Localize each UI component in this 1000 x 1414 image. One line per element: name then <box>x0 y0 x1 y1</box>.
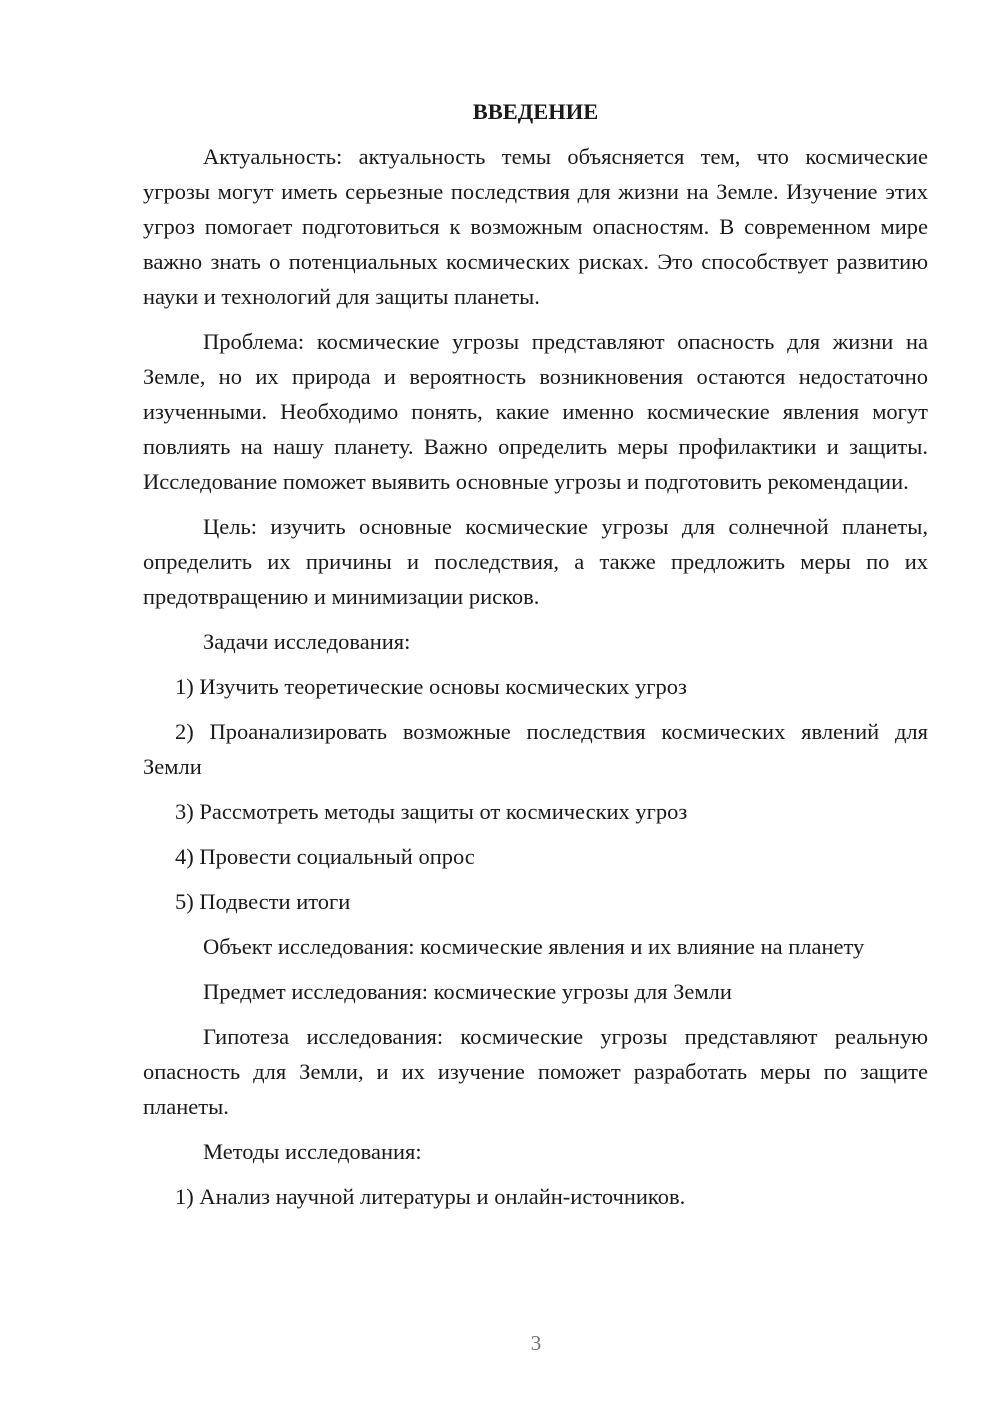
page-content <box>143 94 928 1224</box>
task-item-4: 4) Провести социальный опрос <box>175 844 475 869</box>
tasks-heading: Задачи исследования: <box>203 629 411 654</box>
section-title: ВВЕДЕНИЕ <box>472 99 599 124</box>
problem-paragraph: Проблема: космические угрозы представляют опасность для жизни на Земле, но их природа и вероятность возникновения остаются недостаточно изученными. Необходимо понять, какие именно космические явления могут повлиять на нашу планету. Важно определить меры профилактики и защиты. Исследование поможет выявить основные угрозы и подготовить рекомендации. <box>143 329 928 494</box>
method-item-1: 1) Анализ научной литературы и онлайн-источников. <box>175 1184 686 1209</box>
task-item-1: 1) Изучить теоретические основы космических угроз <box>175 674 687 699</box>
object-paragraph: Объект исследования: космические явления и их влияние на планету <box>203 934 865 959</box>
task-item-2: 2) Проанализировать возможные последствия космических явлений для Земли <box>143 719 928 779</box>
task-item-5: 5) Подвести итоги <box>175 889 351 914</box>
page-number: 3 <box>530 1331 542 1355</box>
goal-paragraph: Цель: изучить основные космические угрозы для солнечной планеты, определить их причины и последствия, а также предложить меры по их предотвращению и минимизации рисков. <box>143 514 928 609</box>
task-item-3: 3) Рассмотреть методы защиты от космических угроз <box>175 799 688 824</box>
methods-heading: Методы исследования: <box>203 1139 422 1164</box>
hypothesis-paragraph: Гипотеза исследования: космические угрозы представляют реальную опасность для Земли, и их изучение поможет разработать меры по защите планеты. <box>143 1024 928 1119</box>
relevance-paragraph: Актуальность: актуальность темы объясняется тем, что космические угрозы могут иметь серьезные последствия для жизни на Земле. Изучение этих угроз помогает подготовиться к возможным опасностям. В современном мире важно знать о потенциальных космических рисках. Это способствует развитию науки и технологий для защиты планеты. <box>143 144 928 309</box>
subject-paragraph: Предмет исследования: космические угрозы для Земли <box>203 979 732 1004</box>
